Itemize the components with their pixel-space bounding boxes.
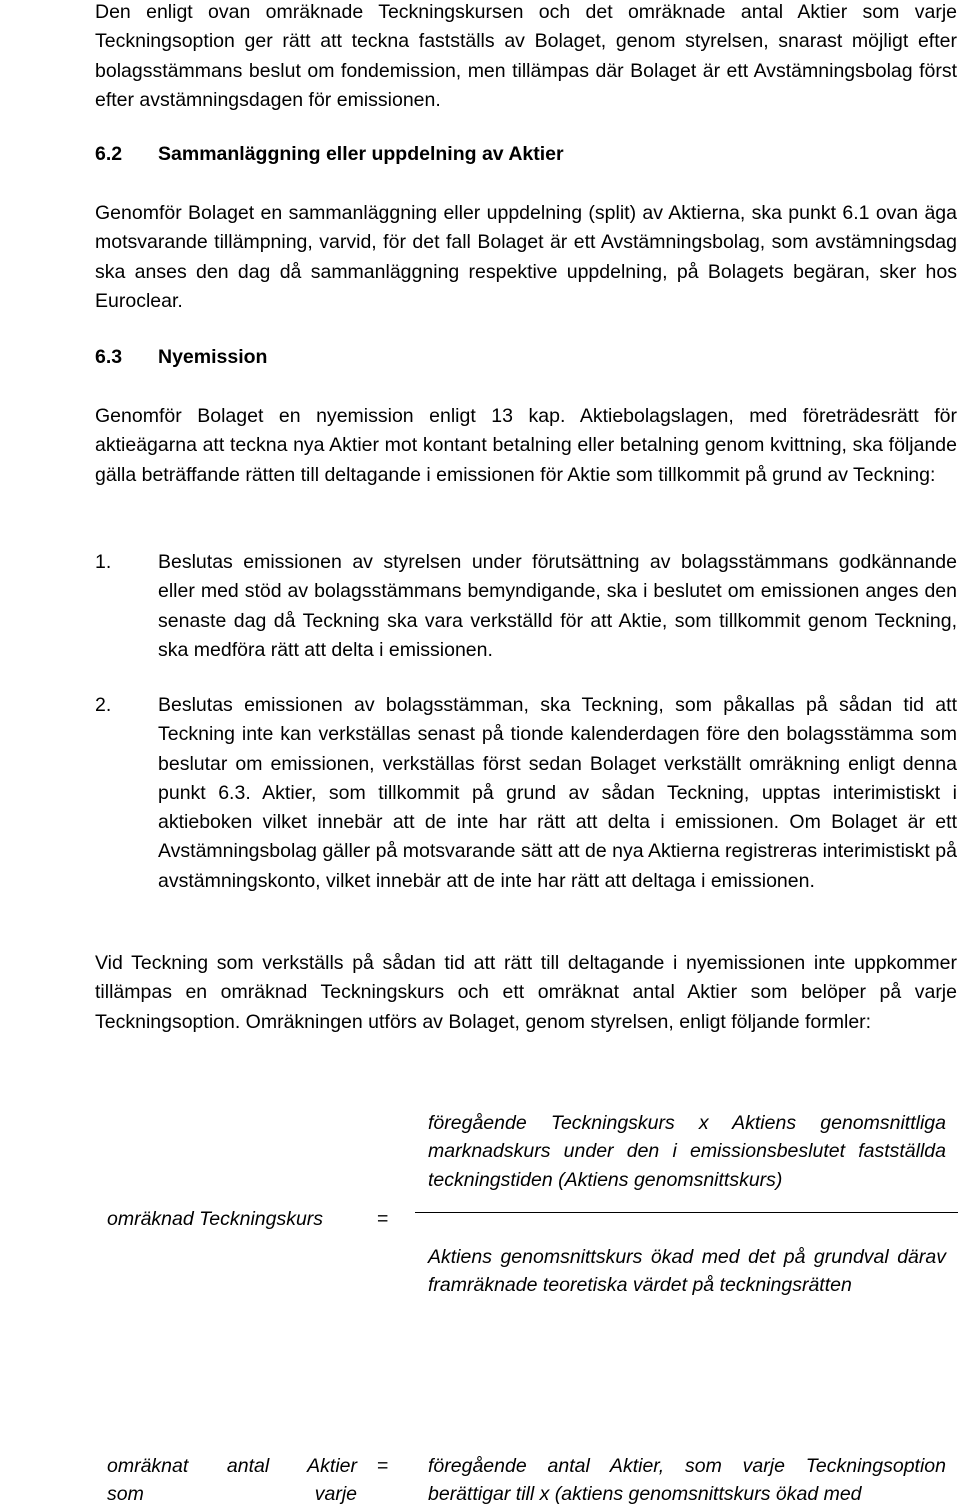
section-number-6-3: 6.3 bbox=[95, 346, 123, 368]
formula1-lhs: omräknad Teckningskurs bbox=[107, 1208, 324, 1230]
formula1-fraction-bar bbox=[415, 1212, 958, 1213]
section-number-6-2: 6.2 bbox=[95, 143, 123, 165]
section-title-6-3: Nyemission bbox=[158, 346, 268, 368]
section-title-6-2: Sammanläggning eller uppdelning av Aktier bbox=[158, 143, 564, 165]
formula2-lhs-line2: som varje bbox=[107, 1483, 357, 1505]
section-body-6-2: Genomför Bolaget en sammanläggning eller uppdelning (split) av Aktierna, ska punkt 6.1 ovan äga motsvarande tillämpning, varvid, för det fall Bolaget är ett Avstämningsbolag, som avstämningsdag ska anses den dag då sammanläggning respektive uppdelning, på Bolagets begäran, sker hos Euroclear. bbox=[95, 202, 957, 312]
section-body-6-3: Genomför Bolaget en nyemission enligt 13 kap. Aktiebolagslagen, med företrädesrätt för aktieägarna att teckna nya Aktier mot kontant betalning eller betalning genom kvittning, ska följande gälla beträffande rätten till deltagande i emissionen för Aktie som tillkommit på grund av Teckning: bbox=[95, 405, 957, 486]
formula2-lhs-line1: omräknat antal Aktier bbox=[107, 1455, 357, 1477]
formula1-equals: = bbox=[377, 1208, 389, 1230]
formula2-numerator: föregående antal Aktier, som varje Teckningsoption berättigar till x (aktiens genomsnittskurs ökad med bbox=[428, 1455, 946, 1506]
formula-intro-paragraph: Vid Teckning som verkställs på sådan tid att rätt till deltagande i nyemissionen inte uppkommer tillämpas en omräknad Teckningskurs och ett omräknat antal Aktier som belöper på varje Teckningsoption. Omräkningen utförs av Bolaget, genom styrelsen, enligt följande formler: bbox=[95, 952, 957, 1033]
intro-paragraph: Den enligt ovan omräknade Teckningskursen och det omräknade antal Aktier som varje Teckningsoption ger rätt att teckna fastställs av Bolaget, genom styrelsen, snarast möjligt efter bolagsstämmans beslut om fondemission, men tillämpas där Bolaget är ett Avstämningsbolag först efter avstämningsdagen för emissionen. bbox=[95, 1, 957, 111]
formula1-numerator: föregående Teckningskurs x Aktiens genomsnittliga marknadskurs under den i emissionsbeslutet fastställda teckningstiden (Aktiens genomsnittskurs) bbox=[428, 1112, 946, 1191]
list-item-number: 2. bbox=[95, 694, 112, 716]
formula2-equals: = bbox=[377, 1455, 389, 1477]
list-item-text: Beslutas emissionen av bolagsstämman, ska Teckning, som påkallas på sådan tid att Teckning inte kan verkställas senast på tionde kalenderdagen före den bolagsstämma som beslutar om emissionen, verkställas först sedan Bolaget verkställt omräkning enligt denna punkt 6.3. Aktier, som tillkommit på grund av sådan Teckning, upptas interimistiskt i aktieboken vilket innebär att de inte har rätt att delta i emissionen. Om Bolaget är ett Avstämningsbolag gäller på motsvarande sätt att de nya Aktierna registreras interimistiskt på avstämningskonto, vilket innebär att de inte har rätt att deltaga i emissionen. bbox=[158, 694, 957, 892]
formula1-denominator: Aktiens genomsnittskurs ökad med det på grundval därav framräknade teoretiska värdet på teckningsrätten bbox=[428, 1246, 946, 1297]
list-item-text: Beslutas emissionen av styrelsen under förutsättning av bolagsstämmans godkännande eller med stöd av bolagsstämmans bemyndigande, ska i beslutet om emissionen anges den senaste dag då Teckning ska vara verkställd för att Aktie, som tillkommit genom Teckning, ska medföra rätt att delta i emissionen. bbox=[158, 551, 957, 661]
list-item-number: 1. bbox=[95, 551, 112, 573]
